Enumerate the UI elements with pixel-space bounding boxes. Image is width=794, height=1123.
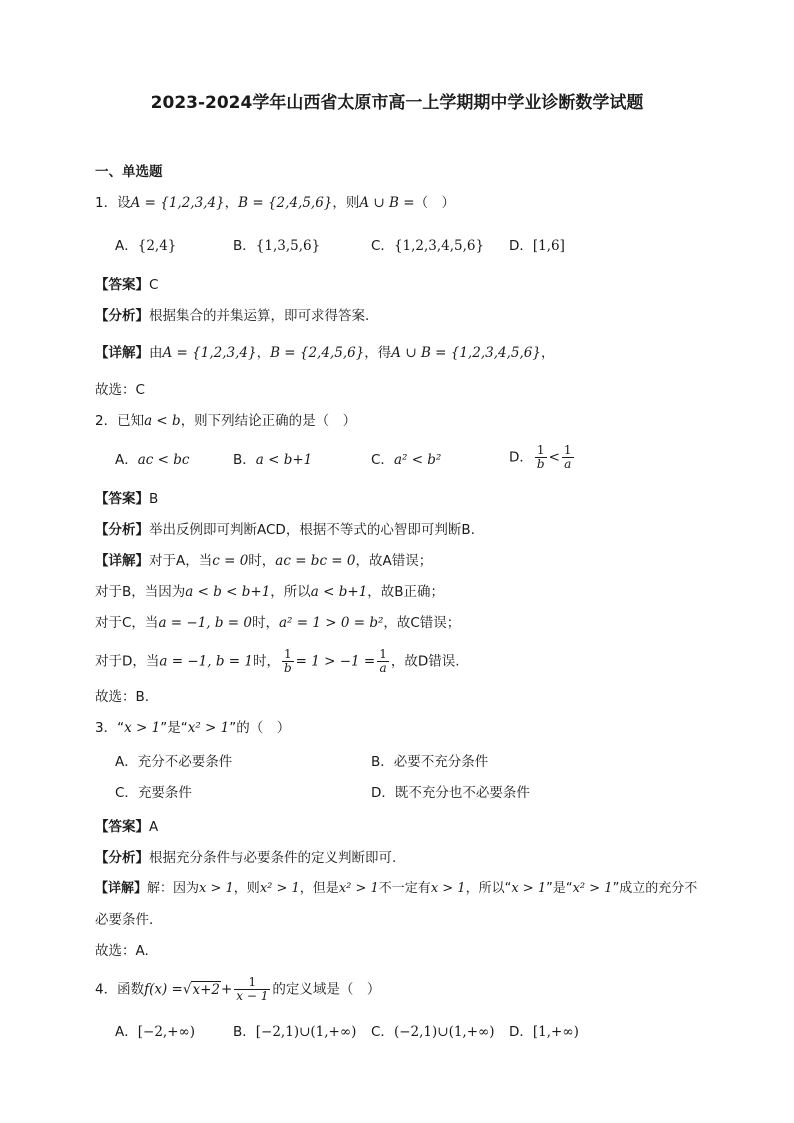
question-3-option-d: D．既不充分也不必要条件	[371, 785, 530, 801]
question-2-stem: 2．已知a < b，则下列结论正确的是（ ）	[95, 413, 357, 429]
question-1-option-d: D．[1,6]	[509, 238, 565, 254]
question-1-detail: 【详解】由A = {1,2,3,4}，B = {2,4,5,6}，得A ∪ B = {1,2,3,4,5,6}，	[95, 345, 555, 361]
question-2-detail-b: 对于B，当因为a < b < b+1，所以a < b+1，故B正确；	[95, 584, 445, 600]
question-3-stem: 3．“x > 1”是“x² > 1”的（ ）	[95, 720, 291, 736]
question-2-analysis: 【分析】举出反例即可判断ACD，根据不等式的心智即可判断B.	[95, 522, 475, 538]
question-4-option-a: A．[−2,+∞)	[115, 1024, 196, 1040]
question-2-option-d: D． $\frac{1}{b}$ < $\frac{1}{a}$	[509, 443, 572, 471]
question-2-answer: 【答案】B	[95, 491, 159, 507]
question-1-answer: 【答案】C	[95, 277, 159, 293]
question-1-option-a: A．{2,4}	[115, 238, 177, 254]
question-4-option-d: D．[1,+∞)	[509, 1024, 579, 1040]
question-3-analysis: 【分析】根据充分条件与必要条件的定义判断即可.	[95, 850, 397, 866]
question-2-option-b: B．a < b+1	[233, 452, 313, 468]
question-3-option-b: B．必要不充分条件	[371, 754, 489, 770]
question-1-stem: 1．设A = {1,2,3,4}，B = {2,4,5,6}，则A ∪ B =（ ）	[95, 195, 456, 211]
question-2-option-c: C．a² < b²	[371, 452, 442, 468]
question-3-detail-line2: 必要条件．	[95, 912, 163, 928]
section-heading: 一、单选题	[95, 164, 163, 180]
question-2-conclusion: 故选：B.	[95, 689, 150, 705]
question-2-detail-c: 对于C，当a = −1, b = 0时，a² = 1 > 0 = b²，故C错误；	[95, 615, 461, 631]
question-4-option-b: B．[−2,1)∪(1,+∞)	[233, 1024, 357, 1040]
question-1-conclusion: 故选：C	[95, 382, 145, 398]
question-1-analysis: 【分析】根据集合的并集运算，即可求得答案.	[95, 308, 370, 324]
question-3-option-c: C．充要条件	[115, 785, 192, 801]
question-1-option-b: B．{1,3,5,6}	[233, 238, 321, 254]
question-2-detail-a: 【详解】对于A，当c = 0时，ac = bc = 0，故A错误；	[95, 553, 433, 569]
question-4-option-c: C．(−2,1)∪(1,+∞)	[371, 1024, 495, 1040]
question-3-option-a: A．充分不必要条件	[115, 754, 233, 770]
question-3-conclusion: 故选：A.	[95, 943, 149, 959]
question-4-stem: 4．函数f(x) =√x+2+ $\frac{1}{x - 1}$ 的定义域是（ ）	[95, 975, 381, 1003]
question-2-detail-d: 对于D，当a = −1, b = 1时， $\frac{1}{b}$ = 1 > −1 = $\frac{1}{a}$ ，故D错误.	[95, 647, 460, 675]
page-title: 2023-2024学年山西省太原市高一上学期期中学业诊断数学试题	[150, 93, 644, 113]
question-3-answer: 【答案】A	[95, 819, 159, 835]
question-3-detail: 【详解】解：因为x > 1，则x² > 1，但是x² > 1不一定有x > 1，所以“x > 1”是“x² > 1”成立的充分不	[95, 881, 698, 896]
question-2-option-a: A．ac < bc	[115, 452, 190, 468]
question-1-option-c: C．{1,2,3,4,5,6}	[371, 238, 485, 254]
